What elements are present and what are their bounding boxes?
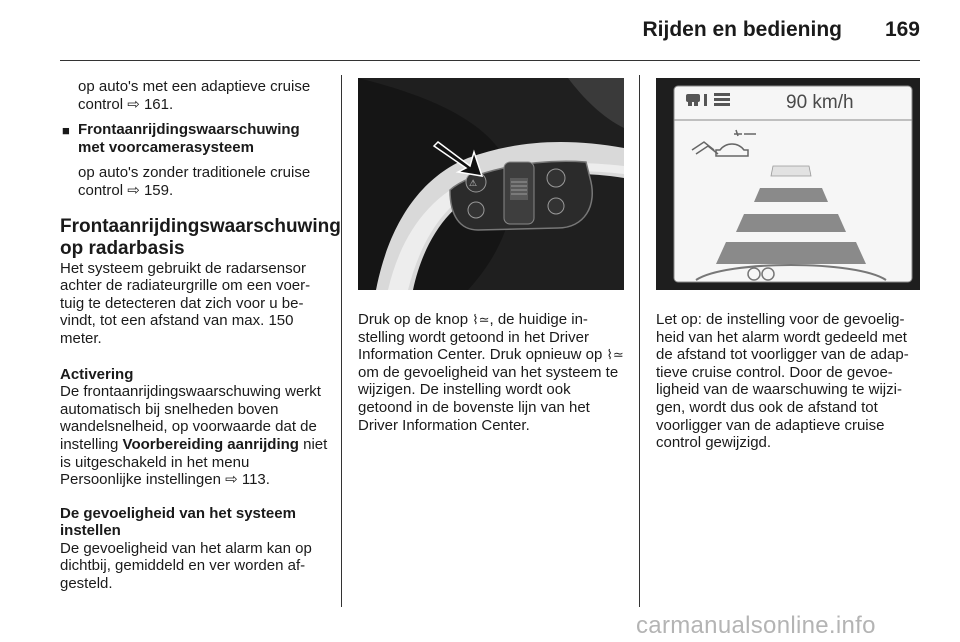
page-number: 169	[884, 18, 920, 41]
column-divider-2	[639, 75, 640, 607]
column-divider-1	[341, 75, 342, 607]
svg-text:⚠: ⚠	[469, 179, 478, 189]
watermark: carmanualsonline.info	[636, 612, 876, 639]
paragraph-cc-ref: op auto's zonder traditionele cruise control ⇨ 159.	[78, 164, 311, 199]
column-3	[656, 311, 922, 452]
page-ref[interactable]: 161.	[143, 95, 174, 113]
subheading-sensitivity: De gevoeligheid van het systeem instellen	[60, 504, 296, 540]
page-header	[0, 0, 960, 62]
section-heading: Frontaanrijdingswaarschuwing op radarbasis	[60, 215, 341, 259]
collision-alert-icon: ⌇≃	[472, 312, 490, 327]
paragraph-radar: Het systeem gebruikt de radarsensor achter de radiateurgrille om een voertuig te detecteren dat zich voor u bevindt, tot een afstand van max. 150 meter.	[60, 259, 311, 347]
column-1	[60, 78, 341, 593]
paragraph-button-instructions: Druk op de knop ⌇≃, de huidige instelling wordt getoond in het Driver Information Center. Druk opnieuw op ⌇≃ om de gevoeligheid van het systeem te wijzigen. De instelling wordt ook getoond in de bovenste lijn van het Driver Information Center.	[358, 311, 624, 434]
bullet-icon: ■	[62, 123, 70, 139]
ref-arrow-icon: ⇨	[127, 95, 140, 113]
display-speed: 90 km/h	[786, 92, 854, 113]
page-ref[interactable]: 159.	[143, 181, 174, 199]
column-2	[358, 311, 626, 434]
page-ref[interactable]: 113.	[241, 471, 270, 489]
ref-arrow-icon: ⇨	[225, 471, 238, 489]
page-title: Rijden en bediening	[642, 18, 842, 41]
collision-alert-icon: ⌇≃	[606, 347, 624, 363]
steering-wheel-illustration	[358, 78, 624, 290]
paragraph-acc-ref: op auto's met een adaptieve cruise control ⇨ 161.	[78, 78, 311, 113]
paragraph-activation: De frontaanrijdingswaarschuwing werkt automatisch bij snelheden boven wandelsnelheid, op voorwaarde dat de instelling Voorbereiding aanrijding niet is uitgeschakeld in het menu Persoonlijke instellingen ⇨ 113.	[60, 383, 328, 489]
header-rule	[60, 60, 920, 61]
driver-information-display	[656, 78, 920, 290]
ref-arrow-icon: ⇨	[127, 181, 140, 199]
paragraph-note: Let op: de instelling voor de gevoeligheid van het alarm wordt gedeeld met de afstand tot voorligger van de adaptieve cruise control. Door de gevoeligheid van de waarschuwing te wijzigen, wordt dus ook de afstand tot voorligger van de adaptieve cruise control gewijzigd.	[656, 311, 909, 452]
subheading-activation: Activering	[60, 365, 134, 383]
paragraph-sensitivity: De gevoeligheid van het alarm kan op dichtbij, gemiddeld en ver worden afgesteld.	[60, 539, 312, 593]
list-item: ■ Frontaanrijdingswaarschuwing met voorcamerasysteem	[62, 121, 300, 156]
